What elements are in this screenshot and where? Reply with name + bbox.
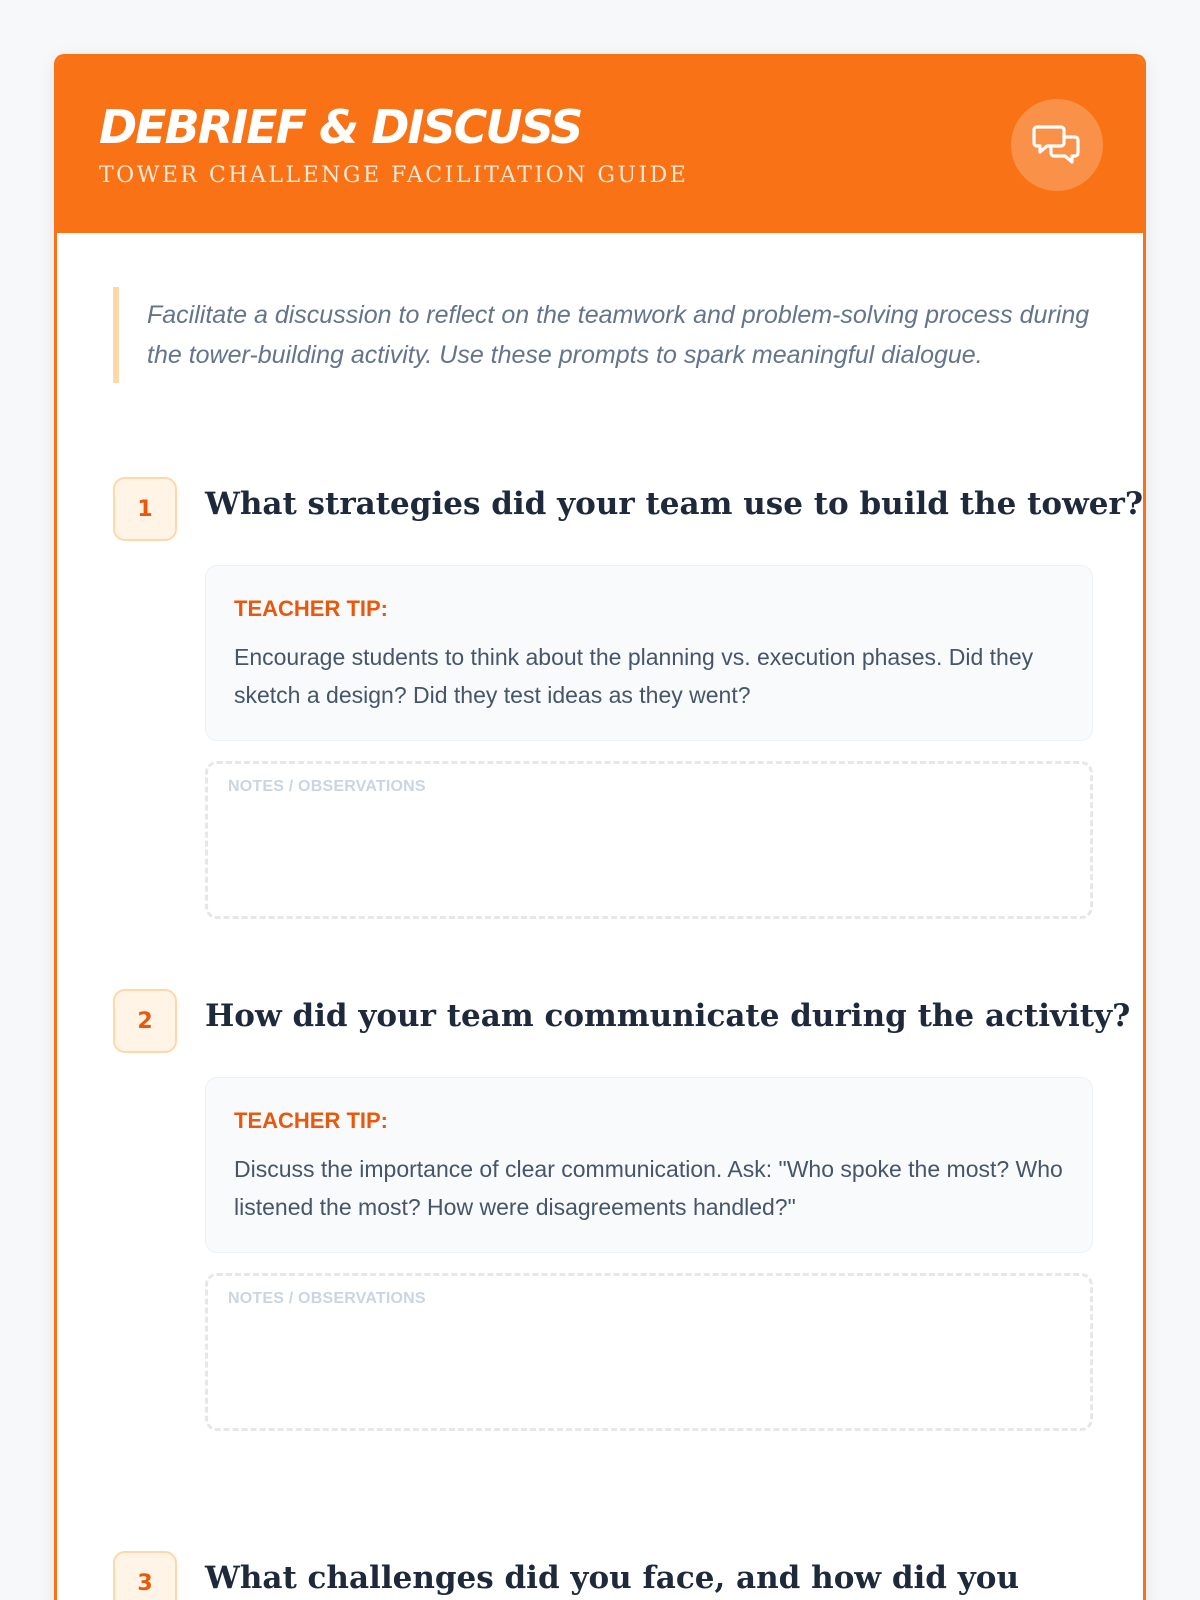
chat-bubbles-icon	[1011, 99, 1103, 191]
facilitation-guide-card	[54, 54, 1146, 1600]
intro-text: Facilitate a discussion to reflect on the teamwork and problem-solving process during the tower-building activity. Use these prompts to spark meaningful dialogue.	[147, 301, 1090, 369]
notes-label: NOTES / OBSERVATIONS	[228, 778, 426, 795]
teacher-tip-box	[205, 565, 1093, 741]
notes-label: NOTES / OBSERVATIONS	[228, 1290, 426, 1307]
question-number-badge: 2	[113, 989, 177, 1053]
page-subtitle: TOWER CHALLENGE FACILITATION GUIDE	[99, 163, 689, 188]
question-text: What challenges did you face, and how did you	[205, 1560, 1019, 1596]
teacher-tip-label: TEACHER TIP:	[234, 596, 388, 621]
teacher-tip-label: TEACHER TIP:	[234, 1108, 388, 1133]
question-text: How did your team communicate during the activity?	[205, 998, 1131, 1034]
header-banner	[57, 57, 1143, 233]
intro-callout	[113, 287, 1093, 383]
teacher-tip-box	[205, 1077, 1093, 1253]
teacher-tip-text: Discuss the importance of clear communication. Ask: "Who spoke the most? Who listened the most? How were disagreements handled?"	[234, 1156, 1063, 1220]
page-title: DEBRIEF & DISCUSS	[99, 100, 582, 154]
notes-area[interactable]	[205, 1273, 1093, 1431]
question-text: What strategies did your team use to build the tower?	[205, 486, 1144, 522]
notes-area[interactable]	[205, 761, 1093, 919]
question-number-badge: 1	[113, 477, 177, 541]
teacher-tip-text: Encourage students to think about the planning vs. execution phases. Did they sketch a design? Did they test ideas as they went?	[234, 644, 1034, 708]
question-number-badge: 3	[113, 1551, 177, 1600]
